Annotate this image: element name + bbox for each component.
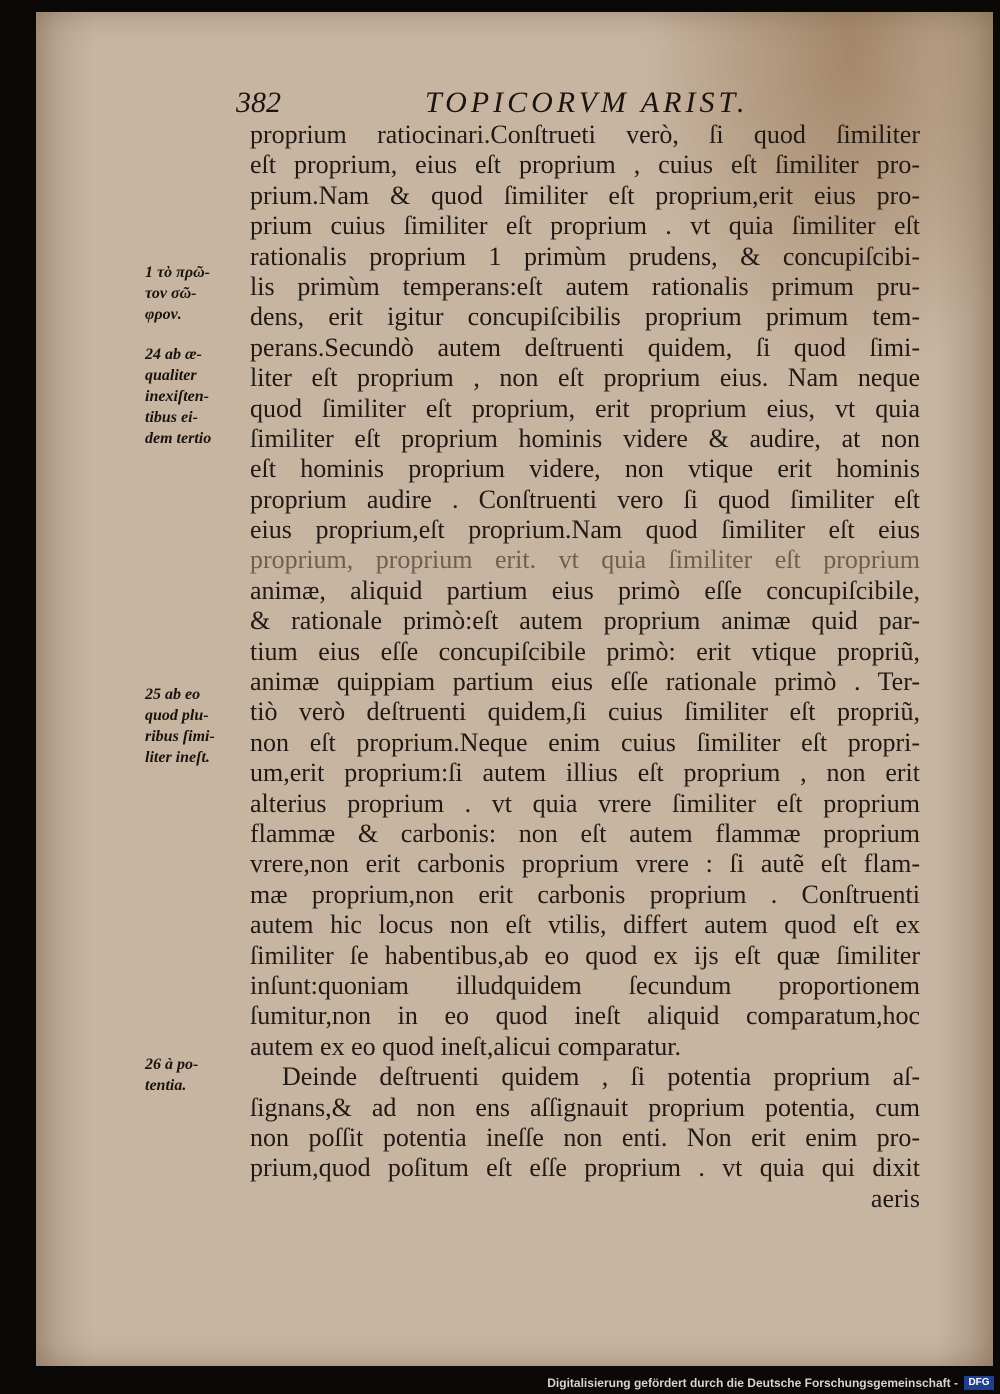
margin-note-line: 1 τὸ πρῶ- bbox=[145, 264, 210, 281]
margin-note-line: ribus ſimi- bbox=[145, 728, 215, 745]
margin-note-line: tibus ei- bbox=[145, 409, 198, 426]
text-line: proprium, proprium erit. vt quia ſimiliter eſt proprium bbox=[250, 545, 920, 575]
catchword: aeris bbox=[870, 1183, 920, 1213]
text-line: perans.Secundò autem deſtruenti quidem, ſi quod ſimi- bbox=[250, 332, 920, 362]
text-line: prium cuius ſimiliter eſt proprium . vt quia ſimiliter eſt bbox=[250, 211, 920, 241]
text-line: quod ſimiliter eſt proprium, erit proprium eius, vt quia bbox=[250, 393, 920, 423]
dfg-logo-icon: DFG bbox=[964, 1376, 994, 1390]
text-line: Deinde deſtruenti quidem , ſi potentia proprium aſ- bbox=[282, 1062, 920, 1092]
body-text bbox=[250, 120, 920, 1214]
page-number: 382 bbox=[236, 86, 281, 119]
text-line: ſumitur,non in eo quod ineſt aliquid comparatum,hoc bbox=[250, 1001, 920, 1031]
text-line: eius proprium,eſt proprium.Nam quod ſimiliter eſt eius bbox=[250, 515, 920, 545]
text-line: mæ proprium,non erit carbonis proprium . Conſtruenti bbox=[250, 879, 920, 909]
margin-note-line: 26 à po- bbox=[145, 1056, 199, 1073]
text-line: vrere,non erit carbonis proprium vrere : ſi autẽ eſt flam- bbox=[250, 849, 920, 879]
text-line: non poſſit potentia ineſſe non enti. Non erit enim pro- bbox=[250, 1122, 920, 1152]
running-title: TOPICORVM ARIST. bbox=[425, 86, 749, 119]
text-line: um,erit proprium:ſi autem illius eſt proprium , non erit bbox=[250, 758, 920, 788]
text-line: dens, erit igitur concupiſcibilis proprium primum tem- bbox=[250, 302, 920, 332]
text-line: prium.Nam & quod ſimiliter eſt proprium,erit eius pro- bbox=[250, 180, 920, 210]
footer-credit: Digitalisierung gefördert durch die Deutsche Forschungsgemeinschaft - bbox=[547, 1376, 958, 1390]
margin-note-line: 25 ab eo bbox=[145, 686, 201, 703]
text-line: animæ quippiam partium eius eſſe rationale primò . Ter- bbox=[250, 667, 920, 697]
margin-note-line: tentia. bbox=[145, 1077, 187, 1094]
text-line: ſimiliter eſt proprium hominis videre & audire, at non bbox=[250, 423, 920, 453]
text-line: ſimiliter ſe habentibus,ab eo quod ex ijs eſt quæ ſimiliter bbox=[250, 940, 920, 970]
margin-note-line: dem tertio bbox=[145, 430, 212, 447]
text-line: eſt hominis proprium videre, non vtique erit hominis bbox=[250, 454, 920, 484]
text-line: flammæ & carbonis: non eſt autem flammæ proprium bbox=[250, 818, 920, 848]
text-line: autem hic locus non eſt vtilis, differt autem quod eſt ex bbox=[250, 910, 920, 940]
text-line: liter eſt proprium , non eſt proprium eius. Nam neque bbox=[250, 363, 920, 393]
margin-note-line: inexiſten- bbox=[145, 388, 209, 405]
margin-note-line: 24 ab æ- bbox=[145, 346, 202, 363]
text-line: tiò verò deſtruenti quidem,ſi cuius ſimiliter eſt propriũ, bbox=[250, 697, 920, 727]
margin-note-26 bbox=[145, 1054, 255, 1096]
text-line: lis primùm temperans:eſt autem rationalis primum pru- bbox=[250, 271, 920, 301]
text-line: tium eius eſſe concupiſcibile primò: erit vtique propriũ, bbox=[250, 636, 920, 666]
text-line: non eſt proprium.Neque enim cuius ſimiliter eſt propri- bbox=[250, 727, 920, 757]
text-line: eſt proprium, eius eſt proprium , cuius eſt ſimiliter pro- bbox=[250, 150, 920, 180]
margin-note-1 bbox=[145, 262, 255, 325]
margin-note-line: φρον. bbox=[145, 306, 182, 323]
text-line: animæ, aliquid partium eius primò eſſe concupiſcibile, bbox=[250, 575, 920, 605]
text-line: autem ex eo quod ineſt,alicui comparatur. bbox=[250, 1031, 682, 1061]
margin-note-24 bbox=[145, 344, 255, 449]
margin-note-line: τον σῶ- bbox=[145, 285, 197, 302]
text-line: ſignans,& ad non ens aſſignauit proprium potentia, cum bbox=[250, 1092, 920, 1122]
text-line: proprium ratiocinari.Conſtrueti verò, ſi quod ſimiliter bbox=[250, 120, 920, 149]
text-line: proprium audire . Conſtruenti vero ſi quod ſimiliter eſt bbox=[250, 484, 920, 514]
text-line: & rationale primò:eſt autem proprium animæ quid par- bbox=[250, 606, 920, 636]
text-line: alterius proprium . vt quia vrere ſimiliter eſt proprium bbox=[250, 788, 920, 818]
text-line: rationalis proprium 1 primùm prudens, & concupiſcibi- bbox=[250, 241, 920, 271]
digitization-footer bbox=[0, 1373, 1000, 1394]
margin-note-line: quod plu- bbox=[145, 707, 209, 724]
text-line: inſunt:quoniam illudquidem ſecundum proportionem bbox=[250, 970, 920, 1000]
margin-note-line: qualiter bbox=[145, 367, 197, 384]
text-line: prium,quod poſitum eſt eſſe proprium . vt quia qui dixit bbox=[250, 1153, 920, 1183]
margin-note-25 bbox=[145, 684, 255, 768]
margin-note-line: liter ineſt. bbox=[145, 749, 210, 766]
